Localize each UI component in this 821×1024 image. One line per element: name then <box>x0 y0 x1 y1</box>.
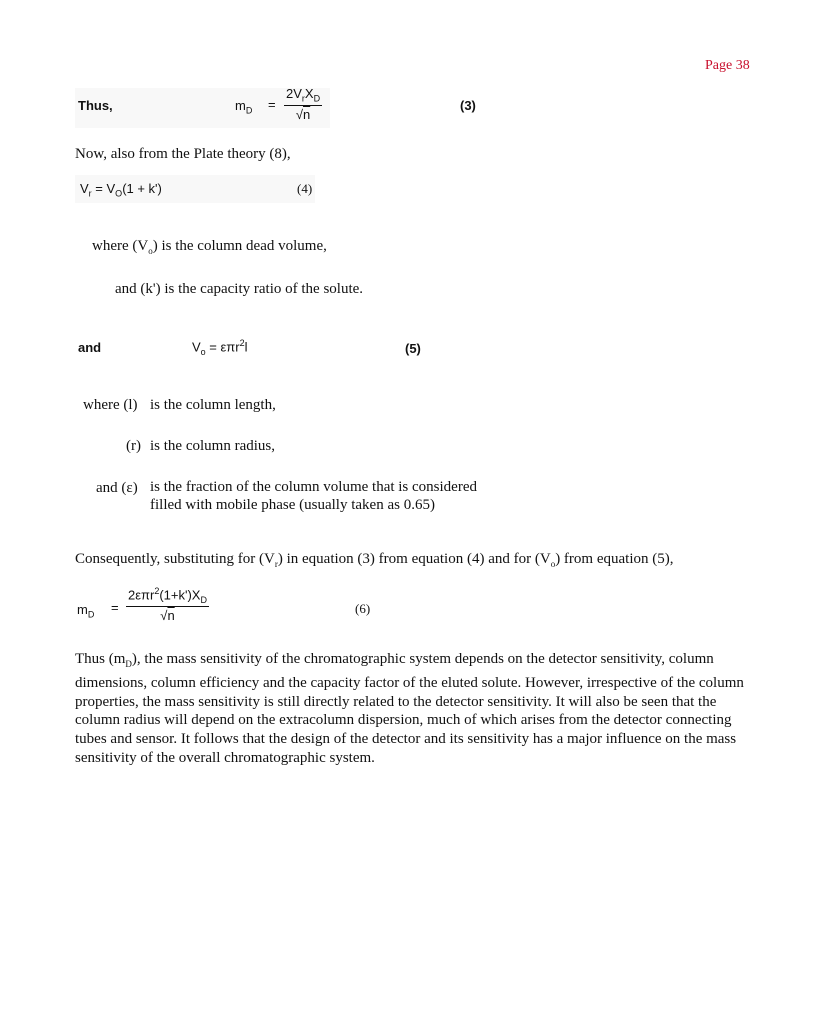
eq5-expression: $V_o = \varepsilon\pi r^2l$ <box>192 338 248 357</box>
eq3-fraction: $\frac{2V_rX_D}{√n}$ <box>286 86 321 122</box>
epsilon-definition-line1: is the fraction of the column volume that is considered <box>150 479 477 495</box>
substitution-sentence: Consequently, substituting for $(V_r)$ in equation (3) from equation (4) and for $(V_o)$ from equation (5), <box>75 551 674 569</box>
eq3-lhs: $m_D$ <box>235 98 253 116</box>
length-definition: is the column length, <box>150 397 276 413</box>
eq4-expression: $V_r = V_O(1 + k')$ <box>80 181 162 199</box>
capacity-ratio-definition: and (k') is the capacity ratio of the solute. <box>115 281 364 297</box>
where-v0-definition: where $(V_o)$ is the column dead volume, <box>92 238 327 256</box>
eq4-number: (4) <box>297 181 313 196</box>
page-number: Page 38 <box>705 58 750 73</box>
eq6-lhs: $m_D$ <box>77 602 95 620</box>
radius-term: (r) <box>126 438 141 454</box>
eq5-number: (5) <box>405 341 421 356</box>
epsilon-definition-line2: filled with mobile phase (usually taken as 0.65) <box>150 497 435 513</box>
eq5-label: and <box>78 340 102 355</box>
eq6-number: (6) <box>355 601 371 616</box>
mass-sensitivity-paragraph: Thus $(m_D)$, the mass sensitivity of the chromatographic system depends on the detector sensitivity, column dimensions, column efficiency and the capacity factor of the eluted solute. However, irrespective of the column properties, the mass sensitivity is still directly related to the detector sensitivity. It will also be seen that the column radius will depend on the extracolumn dispersion, much of which arises from the detector connecting tubes and sensor. It follows that the design of the detector and its sensitivity has a major influence on the mass sensitivity of the overall chromatographic system. <box>75 651 744 766</box>
plate-theory-intro: Now, also from the Plate theory (8), <box>75 146 291 162</box>
radius-definition: is the column radius, <box>150 438 275 454</box>
length-term: where (l) <box>83 397 138 413</box>
epsilon-term: and (ε) <box>96 480 138 496</box>
eq6-equals: = <box>111 600 119 615</box>
eq3-label: Thus, <box>78 98 113 113</box>
eq6-fraction: $\frac{2\varepsilon\pi r^2(1+k')X_D}{√n}$ <box>128 586 207 623</box>
eq3-equals: = <box>268 97 276 112</box>
eq3-number: (3) <box>460 98 476 113</box>
